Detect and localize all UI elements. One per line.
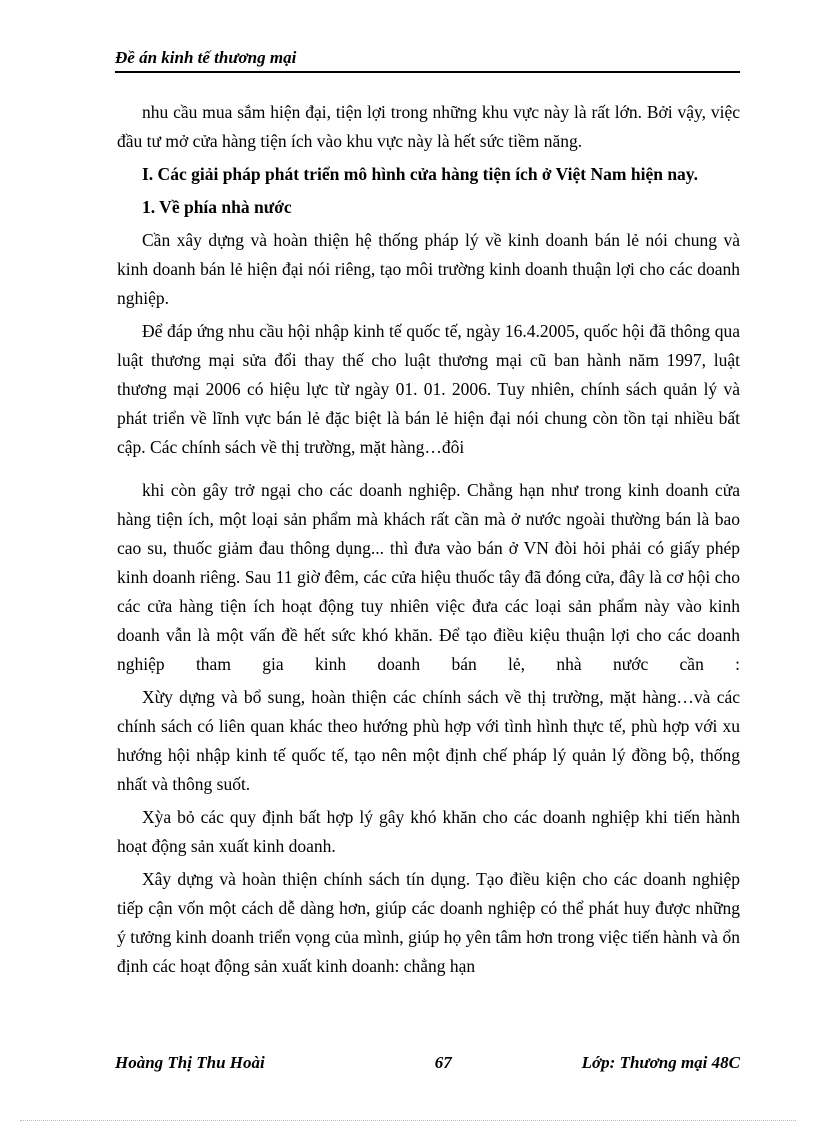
paragraph: Xây dựng và hoàn thiện chính sách tín dụng. Tạo điều kiện cho các doanh nghiệp tiếp cận vốn một cách dễ dàng hơn, giúp các doanh nghiệp có thể phát huy được những ý tưởng kinh doanh triển vọng của mình, giúp họ yên tâm hơn trong việc tiến hành và ổn định các hoạt động sản xuất kinh doanh: chẳng hạn [117, 869, 740, 976]
footer-class: Lớp: Thương mại 48C [581, 1053, 740, 1072]
document-body [117, 98, 740, 985]
section-heading: I. Các giải pháp phát triển mô hình cửa hàng tiện ích ở Việt Nam hiện nay. [142, 164, 698, 184]
paragraph: Xừy dựng và bổ sung, hoàn thiện các chính sách về thị trường, mặt hàng…và các chính sách có liên quan khác theo hướng phù hợp với tình hình thực tế, phù hợp với xu hướng hội nhập kinh tế quốc tế, tạo nên một định chế pháp lý quản lý đồng bộ, thống nhất và thông suốt. [117, 687, 740, 794]
page-bottom-divider [20, 1120, 796, 1121]
paragraph: Cần xây dựng và hoàn thiện hệ thống pháp lý về kinh doanh bán lẻ nói chung và kinh doanh bán lẻ hiện đại nói riêng, tạo môi trường kinh doanh thuận lợi cho các doanh nghiệp. [117, 230, 740, 308]
page-header-title: Đề án kinh tế thương mại [115, 48, 740, 73]
paragraph: Xỳa bỏ các quy định bất hợp lý gây khó khăn cho các doanh nghiệp khi tiến hành hoạt động sản xuất kinh doanh. [117, 807, 740, 856]
page-number: 67 [434, 1053, 452, 1072]
subsection-heading: 1. Về phía nhà nước [142, 197, 292, 217]
paragraph: Để đáp ứng nhu cầu hội nhập kinh tế quốc tế, ngày 16.4.2005, quốc hội đã thông qua luật thương mại sửa đổi thay thế cho luật thương mại cũ ban hành năm 1997, luật thương mại 2006 có hiệu lực từ ngày 01. 01. 2006. Tuy nhiên, chính sách quản lý và phát triển về lĩnh vực bán lẻ đặc biệt là bán lẻ hiện đại nói chung còn tồn tại nhiều bất cập. Các chính sách về thị trường, mặt hàng…đôi [117, 321, 740, 457]
footer-author: Hoàng Thị Thu Hoài [115, 1053, 265, 1072]
paragraph: nhu cầu mua sắm hiện đại, tiện lợi trong những khu vực này là rất lớn. Bởi vậy, việc đầu tư mở cửa hàng tiện ích vào khu vực này là hết sức tiềm năng. [117, 102, 740, 151]
paragraph: khi còn gây trở ngại cho các doanh nghiệp. Chẳng hạn như trong kinh doanh cửa hàng tiện ích, một loại sản phẩm mà khách rất cần mà ở nước ngoài thường bán là bao cao su, thuốc giảm đau thông dụng... thì đưa vào bán ở VN đòi hỏi phải có giấy phép kinh doanh riêng. Sau 11 giờ đêm, các cửa hiệu thuốc tây đã đóng cửa, đây là cơ hội cho các cửa hàng tiện ích hoạt động tuy nhiên việc đưa các loại sản phẩm này vào kinh doanh vẫn là một vấn đề hết sức khó khăn. Để tạo điều kiệu thuận lợi cho các doanh nghiệp tham gia kinh doanh bán lẻ, nhà nước cần : [117, 480, 740, 674]
page-footer [115, 1053, 740, 1073]
